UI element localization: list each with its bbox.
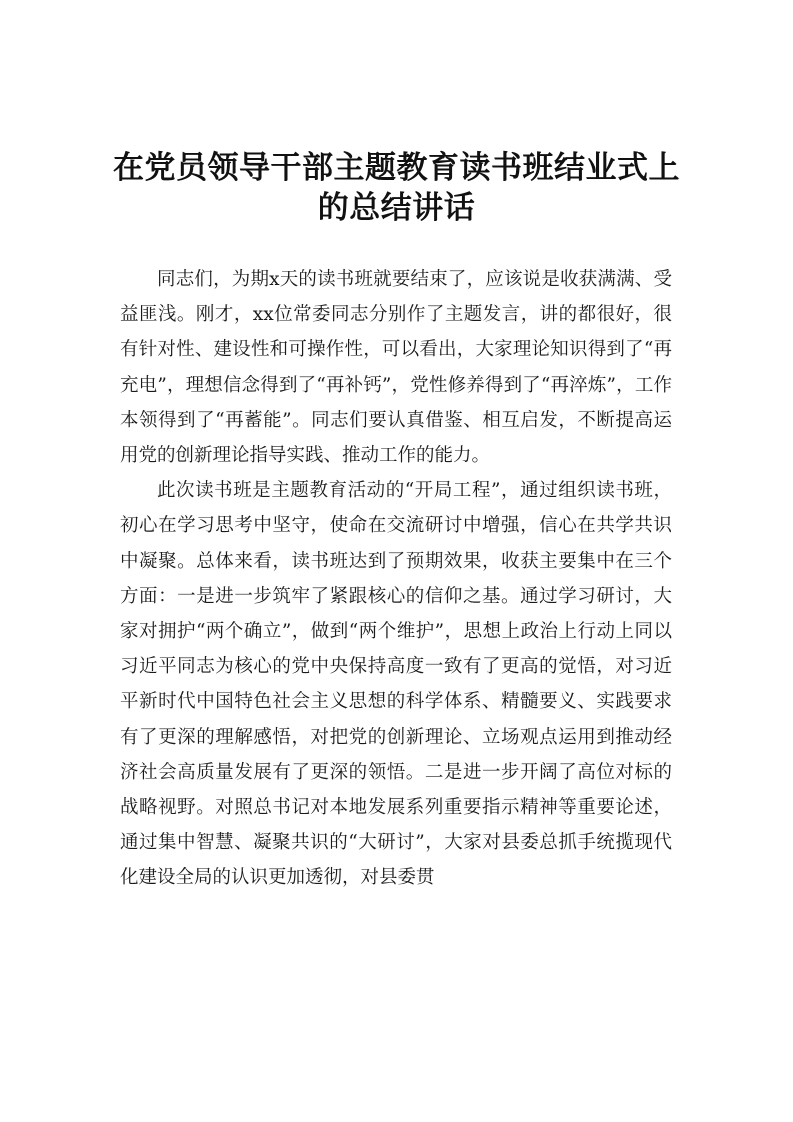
document-title-line-2: 的总结讲话 <box>317 190 476 226</box>
document-title-line-1: 在党员领导干部主题教育读书班结业式上 <box>113 150 680 186</box>
document-body <box>120 262 672 896</box>
paragraph-2: 此次读书班是主题教育活动的“开局工程”，通过组织读书班，初心在学习思考中坚守，使命在交流研讨中增强，信心在共学共识中凝聚。总体来看，读书班达到了预期效果，收获主要集中在三个方面：一是进一步筑牢了紧跟核心的信仰之基。通过学习研讨，大家对拥护“两个确立”，做到“两个维护”，思想上政治上行动上同以习近平同志为核心的党中央保持高度一致有了更高的觉悟，对习近平新时代中国特色社会主义思想的科学体系、精髓要义、实践要求有了更深的理解感悟，对把党的创新理论、立场观点运用到推动经济社会高质量发展有了更深的领悟。二是进一步开阔了高位对标的战略视野。对照总书记对本地发展系列重要指示精神等重要论述，通过集中智慧、凝聚共识的“大研讨”，大家对县委总抓手统揽现代化建设全局的认识更加透彻，对县委贯 <box>120 480 672 889</box>
paragraph-1: 同志们，为期x天的读书班就要结束了，应该说是收获满满、受益匪浅。刚才，xx位常委同志分别作了主题发言，讲的都很好，很有针对性、建设性和可操作性，可以看出，大家理论知识得到了“再充电”，理想信念得到了“再补钙”，党性修养得到了“再淬炼”，工作本领得到了“再蓄能”。同志们要认真借鉴、相互启发，不断提高运用党的创新理论指导实践、推动工作的能力。 <box>120 269 672 467</box>
